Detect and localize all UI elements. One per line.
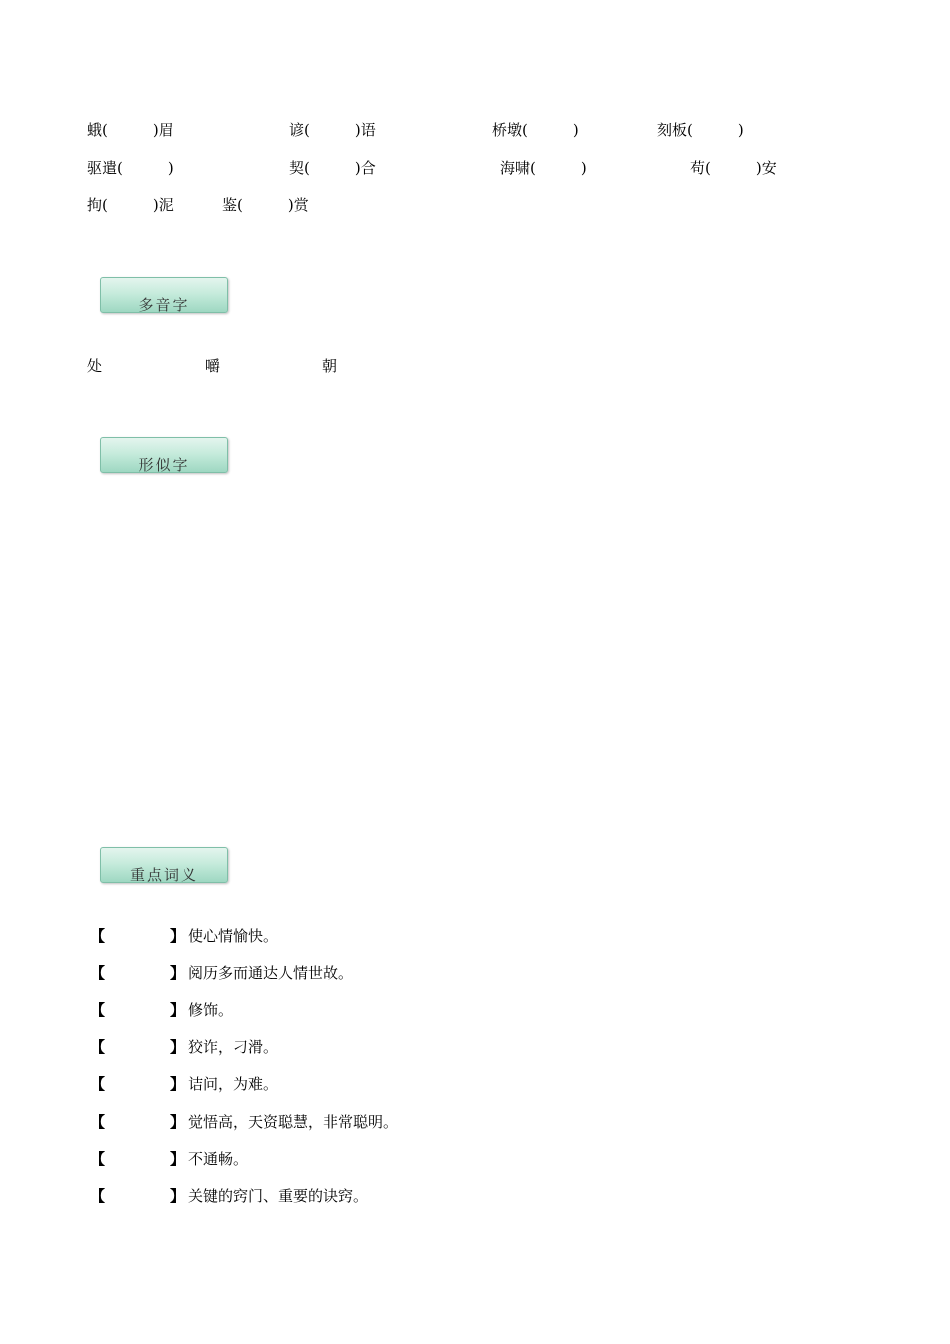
section-tag-polyphone [100, 277, 228, 313]
close-bracket: 】 [170, 1038, 186, 1056]
polyphone-char: 朝 [322, 357, 338, 375]
open-bracket: 【 [90, 1038, 106, 1056]
pinyin-item: 鉴( )赏 [222, 196, 309, 214]
definition-text: 诘问，为难。 [188, 1075, 279, 1093]
polyphone-char: 嚼 [205, 357, 221, 375]
open-bracket: 【 [90, 927, 106, 945]
pinyin-item: 刻板( ) [657, 121, 744, 139]
section-tag-label: 形似字 [138, 456, 190, 473]
definition-text: 狡诈，刁滑。 [188, 1038, 279, 1056]
close-bracket: 】 [170, 927, 186, 945]
definition-text: 使心情愉快。 [188, 927, 279, 945]
pinyin-item: 桥墩( ) [492, 121, 579, 139]
pinyin-item: 契( )合 [289, 159, 376, 177]
pinyin-item: 海啸( ) [500, 159, 587, 177]
close-bracket: 】 [170, 1075, 186, 1093]
definition-text: 修饰。 [188, 1001, 234, 1019]
close-bracket: 】 [170, 1001, 186, 1019]
polyphone-char: 处 [87, 357, 103, 375]
pinyin-item: 谚( )语 [289, 121, 376, 139]
pinyin-item: 蛾( )眉 [87, 121, 174, 139]
open-bracket: 【 [90, 1150, 106, 1168]
section-tag-key-words [100, 847, 228, 883]
pinyin-item: 驱遣( ) [87, 159, 174, 177]
section-tag-label: 重点词义 [129, 866, 198, 883]
close-bracket: 】 [170, 1113, 186, 1131]
definition-text: 觉悟高，天资聪慧，非常聪明。 [188, 1113, 399, 1131]
pinyin-item: 拘( )泥 [87, 196, 174, 214]
definition-text: 不通畅。 [188, 1150, 249, 1168]
section-tag-label: 多音字 [138, 296, 190, 313]
pinyin-item: 苟( )安 [690, 159, 777, 177]
close-bracket: 】 [170, 1187, 186, 1205]
open-bracket: 【 [90, 1113, 106, 1131]
open-bracket: 【 [90, 1075, 106, 1093]
open-bracket: 【 [90, 1187, 106, 1205]
close-bracket: 】 [170, 964, 186, 982]
definition-text: 关键的窍门、重要的诀窍。 [188, 1187, 369, 1205]
close-bracket: 】 [170, 1150, 186, 1168]
section-tag-similar-form [100, 437, 228, 473]
open-bracket: 【 [90, 964, 106, 982]
open-bracket: 【 [90, 1001, 106, 1019]
definition-text: 阅历多而通达人情世故。 [188, 964, 354, 982]
